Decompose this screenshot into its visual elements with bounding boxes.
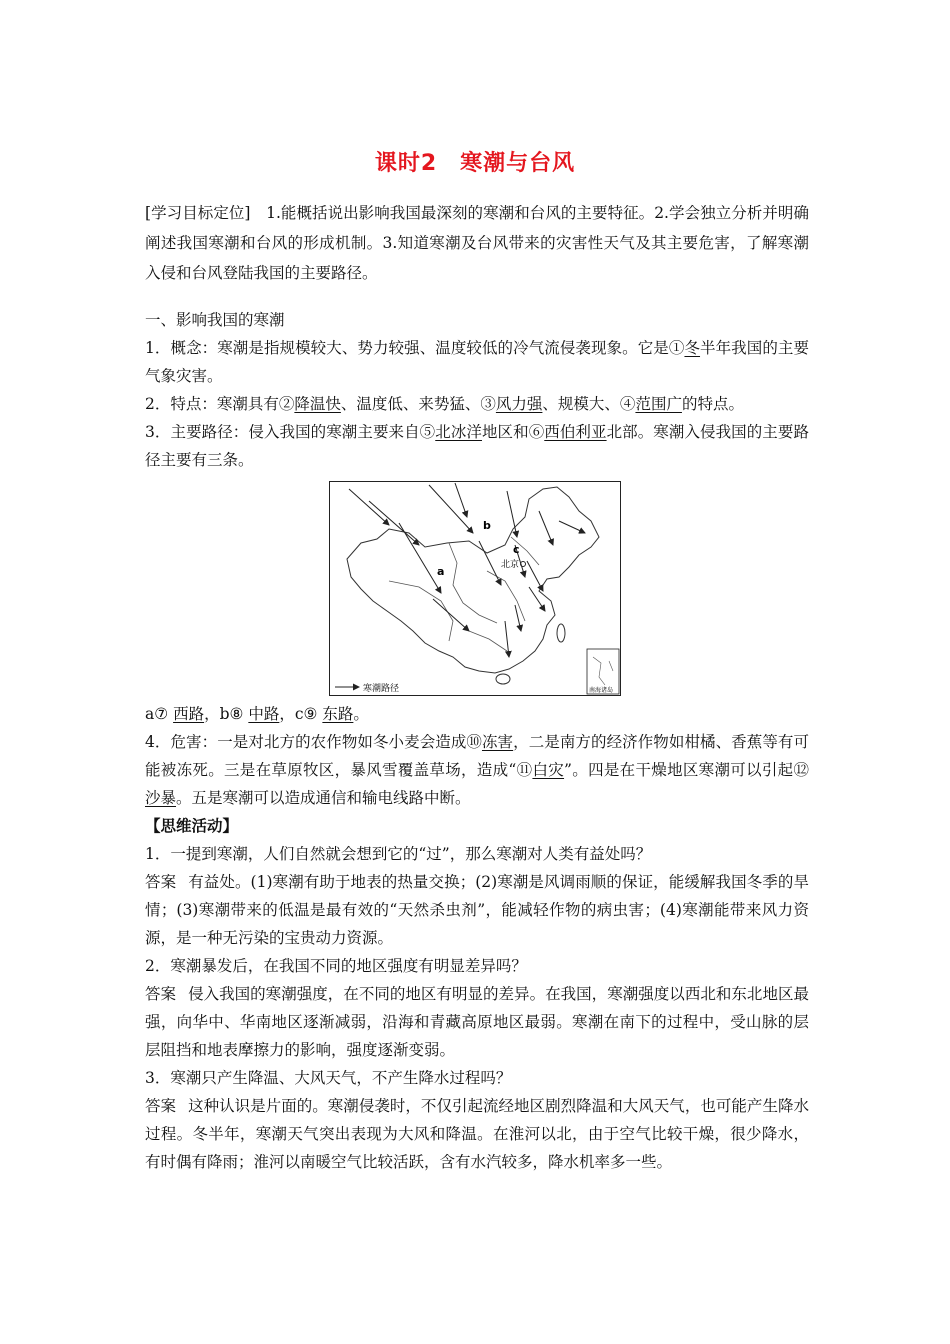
question-3: 3．寒潮只产生降温、大风天气，不产生降水过程吗？ [145,1069,512,1087]
learning-objectives [145,198,809,288]
blank-answer: 沙暴 [145,789,177,807]
question-2: 2．寒潮暴发后，在我国不同的地区强度有明显差异吗？ [145,957,527,975]
question-1: 1．一提到寒潮，人们自然就会想到它的“过”，那么寒潮对人类有益处吗？ [145,845,652,863]
page-title: 课时2 寒潮与台风 [374,151,576,176]
objectives-label: [学习目标定位] [145,204,251,222]
objectives-text: 1.能概括说出影响我国最深刻的寒潮和台风的主要特征。2.学会独立分析并明确阐述我国寒潮和台风的形成机制。3.知道寒潮及台风带来的灾害性天气及其主要危害，了解寒潮入侵和台风登陆我国的主要路径。 [145,204,809,282]
blank-answer: 白灾 [532,761,565,779]
objectives-paragraph [145,198,809,288]
blank-answer: 东路 [322,705,354,723]
answer-3: 答案 这种认识是片面的。寒潮侵袭时，不仅引起流经地区剧烈降温和大风天气，也可能产生降水过程。冬半年，寒潮天气突出表现为大风和降温。在淮河以北，由于空气比较干燥，很少降水，有时偶有降雨；淮河以南暖空气比较活跃，含有水汽较多，降水机率多一些。 [145,1097,809,1171]
answer-label: 答案 [145,1097,177,1115]
map-frame [330,482,621,696]
route-paragraph: 3．主要路径：侵入我国的寒潮主要来自⑤北冰洋地区和⑥西伯利亚北部。寒潮入侵我国的主要路径主要有三条。 [145,423,809,469]
blank-answer: 中路 [248,705,280,723]
route-label-c: c [513,543,520,556]
thinking-heading: 【思维活动】 [145,817,239,835]
blank-answer: 降温快 [294,395,341,413]
feature-paragraph: 2．特点：寒潮具有②降温快、温度低、来势猛、③风力强、规模大、④范围广的特点。 [145,395,744,413]
route-label-b: b [483,519,491,532]
cold-wave-route-map [329,481,621,696]
blank-answer: 西伯利亚 [544,423,607,441]
blank-answer: 风力强 [495,395,543,413]
paths-answer: a⑦ 西路，b⑧ 中路，c⑨ 东路。 [145,705,369,723]
china-map-figure [329,481,621,696]
blank-answer: 冬 [684,339,701,357]
concept-paragraph: 1．概念：寒潮是指规模较大、势力较强、温度较低的冷气流侵袭现象。它是①冬半年我国的主要气象灾害。 [145,339,809,385]
section-cold-wave [145,306,809,474]
section-heading: 一、影响我国的寒潮 [145,311,285,329]
route-label-a: a [437,565,445,578]
section-cold-wave-cont [145,700,809,1176]
blank-answer: 西路 [173,705,205,723]
inset-label: 南海诸岛 [589,687,614,694]
city-label: 北京 [501,560,520,570]
answer-label: 答案 [145,873,177,891]
harm-paragraph: 4．危害：一是对北方的农作物如冬小麦会造成⑩冻害，二是南方的经济作物如柑橘、香蕉等有可能被冻死。三是在草原牧区，暴风雪覆盖草场，造成“⑪白灾”。四是在干燥地区寒潮可以引起⑫沙暴。五是寒潮可以造成通信和输电线路中断。 [145,733,809,807]
answer-1: 答案 有益处。(1)寒潮有助于地表的热量交换；(2)寒潮是风调雨顺的保证，能缓解我国冬季的旱情；(3)寒潮带来的低温是最有效的“天然杀虫剂”，能减轻作物的病虫害；(4)寒潮能带来风力资源，是一种无污染的宝贵动力资源。 [145,873,809,947]
blank-answer: 北冰洋 [435,423,482,441]
legend-label: 寒潮路径 [363,684,400,694]
blank-answer: 冻害 [481,733,514,751]
blank-answer: 范围广 [635,395,682,413]
answer-label: 答案 [145,985,177,1003]
answer-2: 答案 侵入我国的寒潮强度，在不同的地区有明显的差异。在我国，寒潮强度以西北和东北地区最强，向华中、华南地区逐渐减弱，沿海和青藏高原地区最弱。寒潮在南下的过程中，受山脉的层层阻挡和地表摩擦力的影响，强度逐渐变弱。 [145,985,809,1059]
